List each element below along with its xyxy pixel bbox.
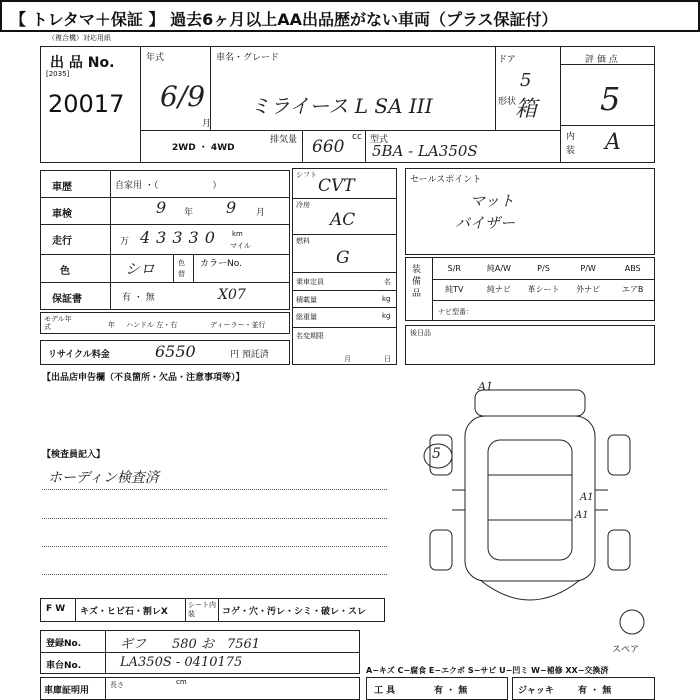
name-change-unit2: 日 xyxy=(384,355,391,363)
model-label: 型式 xyxy=(370,135,389,145)
color-change-label: 色替 xyxy=(178,259,185,278)
tools-label: 工 具 xyxy=(374,686,396,696)
jack-value: 有 ・ 無 xyxy=(578,686,612,696)
drive-label: 2WD ・ 4WD xyxy=(172,143,235,153)
year-value: 6/9 xyxy=(160,80,206,113)
capacity-unit: 名 xyxy=(384,278,391,286)
damage-legend: A−キズ C−腐食 E−エクボ S−サビ U−凹ミ W−補修 XX−交換済 xyxy=(366,666,609,675)
equipment-item: 純ナビ xyxy=(486,285,511,294)
displacement-value: 660 xyxy=(312,137,345,157)
color-label: 色 xyxy=(60,266,70,277)
lot-number: 20017 xyxy=(48,90,125,118)
color-no-value: X07 xyxy=(218,287,246,303)
shape-value: 箱 xyxy=(515,97,538,122)
name-value: ミライース L SA III xyxy=(250,94,433,118)
car-cabin-outline xyxy=(488,440,572,560)
interior-value: A xyxy=(605,130,621,155)
car-mark-wheel: 5 xyxy=(432,446,441,462)
reg-cert-len: 長さ xyxy=(110,681,124,689)
equipment-item: S/R xyxy=(447,263,461,273)
equipment-row-2 xyxy=(432,279,655,300)
ac-value: AC xyxy=(330,210,356,230)
inspection-year: 9 xyxy=(156,198,167,217)
grade-label: 評 価 点 xyxy=(585,55,618,65)
fw-items: キズ・ヒビ石・割レX xyxy=(80,607,168,617)
rear-left-wheel xyxy=(430,530,452,570)
sheet-label: シート内装 xyxy=(188,601,216,618)
equipment-item: P/W xyxy=(580,263,596,273)
recycle-value: 6550 xyxy=(155,342,196,361)
displacement-unit: cc xyxy=(352,132,362,142)
front-right-wheel xyxy=(608,435,630,475)
ac-label: 冷房 xyxy=(296,201,310,209)
rear-right-wheel xyxy=(608,530,630,570)
doors-value: 5 xyxy=(520,70,532,91)
lot-label: 出 品 No. xyxy=(50,55,115,71)
car-mark-side1: A1 xyxy=(580,492,594,503)
after-items-label: 後日品 xyxy=(410,329,431,337)
gross-label: 総重量 xyxy=(296,313,317,321)
inspection-label: 車検 xyxy=(52,209,72,220)
model-year-unit: 年 xyxy=(108,321,115,329)
history-value: 自家用 ・（ ） xyxy=(115,181,222,191)
jack-label: ジャッキ xyxy=(518,686,554,696)
warranty-value: 有 ・ 無 xyxy=(122,293,155,303)
equipment-row-1 xyxy=(432,257,655,279)
car-body-outline xyxy=(465,416,595,581)
spare-tire-circle xyxy=(620,610,644,634)
capacity-label: 乗車定員 xyxy=(296,278,324,286)
equipment-item: 外ナビ xyxy=(576,285,601,294)
equipment-item: ABS xyxy=(624,263,641,273)
load-unit: kg xyxy=(382,295,391,303)
year-label: 年式 xyxy=(146,53,165,63)
fw-label: F W xyxy=(46,604,66,614)
shift-label: シフト xyxy=(296,171,317,179)
color-value: シロ xyxy=(125,260,156,278)
handle-label: ハンドル 左・右 xyxy=(126,321,178,329)
inspection-month-unit: 月 xyxy=(256,208,266,218)
equipment-label: 装備品 xyxy=(412,265,422,299)
reg-cert-label: 車庫証明用 xyxy=(44,686,90,696)
mileage-unit-man: 万 xyxy=(120,237,130,247)
chassis-label: 車台No. xyxy=(46,661,82,671)
page-title: 【 トレタマ＋保証 】 過去6ヶ月以上AA出品歴がない車両（プラス保証付） xyxy=(10,10,558,29)
reg-cert-cm: cm xyxy=(176,678,187,686)
inspection-year-unit: 年 xyxy=(184,208,194,218)
sheet-items: コゲ・穴・汚レ・シミ・破レ・スレ xyxy=(222,607,367,617)
car-front-outline xyxy=(480,580,580,600)
displacement-label: 排気量 xyxy=(270,135,298,145)
fuel-value: G xyxy=(336,248,350,268)
recycle-label: リサイクル料金 xyxy=(48,350,110,360)
name-change-label: 名変期限 xyxy=(296,332,324,340)
seller-note-label: 【出品店申告欄（不良箇所・欠品・注意事項等）】 xyxy=(42,373,245,383)
after-items-box xyxy=(405,325,655,365)
inspector-note: ホーディン検査済 xyxy=(48,470,159,486)
shape-label: 形状 xyxy=(498,97,517,107)
inspector-label: 【検査員記入】 xyxy=(42,450,106,460)
header-bar xyxy=(0,0,700,32)
reg-value: ギフ 580 お 7561 xyxy=(120,637,261,652)
car-roof-outline xyxy=(475,390,585,416)
doors-label: ドア xyxy=(498,55,516,65)
equipment-item: エアB xyxy=(621,285,644,294)
name-label: 車名・グレード xyxy=(216,53,280,63)
recycle-unit: 円 預託済 xyxy=(230,350,269,360)
equipment-item: 革シート xyxy=(527,285,560,294)
grade-value: 5 xyxy=(600,80,621,118)
load-label: 積載量 xyxy=(296,296,317,304)
gross-unit: kg xyxy=(382,312,391,320)
reg-label: 登録No. xyxy=(46,639,82,649)
car-mark-top: A1 xyxy=(478,380,493,393)
mileage-unit-mile: マイル xyxy=(230,242,251,250)
interior-label: 内装 xyxy=(566,132,576,156)
navi-model-label: ナビ型番： xyxy=(438,308,473,316)
sales-point-line2: バイザー xyxy=(455,214,516,232)
mileage-label: 走行 xyxy=(52,236,72,247)
warranty-label: 保証書 xyxy=(52,294,82,305)
equipment-item: 純A/W xyxy=(486,263,511,273)
model-year-label: モデル年式 xyxy=(44,315,72,331)
top-note: （複合機）対応用紙 xyxy=(48,34,111,42)
color-no-label: カラーNo. xyxy=(200,259,242,269)
car-diagram xyxy=(410,380,655,640)
lot-code: [2035] xyxy=(46,70,70,78)
inspection-month: 9 xyxy=(226,198,237,217)
spare-label: スペア xyxy=(612,645,640,655)
dealer-label: ディーラー・並行 xyxy=(210,321,266,329)
equipment-item: 純TV xyxy=(445,285,464,294)
year-unit: 月 xyxy=(202,119,212,129)
shift-value: CVT xyxy=(318,176,355,196)
mileage-unit-km: km xyxy=(232,230,243,238)
fuel-label: 燃料 xyxy=(296,237,310,245)
tools-value: 有 ・ 無 xyxy=(434,686,468,696)
history-label: 車歴 xyxy=(52,182,72,193)
model-value: 5BA - LA350S xyxy=(372,142,478,160)
car-mark-side2: A1 xyxy=(575,510,589,521)
chassis-value: LA350S - 0410175 xyxy=(120,655,243,670)
sales-point-label: セールスポイント xyxy=(410,175,482,185)
equipment-item: P/S xyxy=(537,263,550,273)
sales-point-line1: マット xyxy=(470,192,515,210)
name-change-unit: 月 xyxy=(344,355,351,363)
mileage-value: 43330 xyxy=(140,228,221,247)
